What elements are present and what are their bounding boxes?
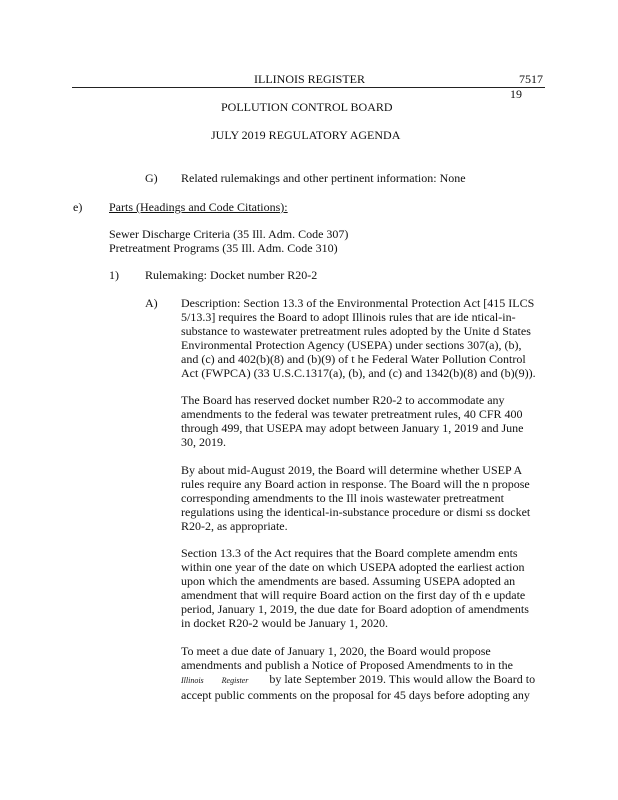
description-paragraph bbox=[181, 296, 546, 380]
text-line: rules require any Board action in response. The Board will the n propose bbox=[181, 477, 530, 491]
description-marker: A) bbox=[145, 296, 158, 310]
determination-paragraph bbox=[181, 463, 546, 533]
text-line: regulations using the identical-in-substance procedure or dismi ss docket bbox=[181, 505, 531, 519]
text-line: corresponding amendments to the Ill inois wastewater pretreatment bbox=[181, 491, 504, 505]
text-line: Environmental Protection Agency (USEPA) under sections 307(a), (b), bbox=[181, 338, 522, 352]
section-e-heading: Parts (Headings and Code Citations): bbox=[109, 200, 288, 214]
text-line: upon which the amendments are based. Assuming USEPA adopted an bbox=[181, 574, 516, 588]
text-line: The Board has reserved docket number R20-2 to accommodate any bbox=[181, 393, 505, 407]
rulemaking-marker: 1) bbox=[109, 268, 119, 282]
journal-name-word: Illinois bbox=[181, 676, 204, 685]
text-line: amendments to the federal was tewater pretreatment rules, 40 CFR 400 bbox=[181, 407, 523, 421]
text-line: through 499, that USEPA may adopt between January 1, 2019 and June bbox=[181, 421, 524, 435]
text-line: period, January 1, 2019, the due date for Board adoption of amendments bbox=[181, 602, 529, 616]
agenda-title: JULY 2019 REGULATORY AGENDA bbox=[211, 128, 401, 142]
text-line: Section 13.3 of the Act requires that the Board complete amendm ents bbox=[181, 546, 518, 560]
part-citation: Sewer Discharge Criteria (35 Ill. Adm. Code 307) bbox=[109, 227, 349, 241]
text-line: 5/13.3] requires the Board to adopt Illinois rules that are ide ntical-in- bbox=[181, 310, 516, 324]
text-line: and (c) and 402(b)(8) and (b)(9) of t he Federal Water Pollution Control bbox=[181, 352, 526, 366]
issue-number: 19 bbox=[510, 87, 522, 101]
text-line: amendments and publish a Notice of Proposed Amendments to in the bbox=[181, 658, 513, 672]
rulemaking-text: Rulemaking: Docket number R20-2 bbox=[145, 268, 318, 282]
schedule-paragraph bbox=[181, 644, 546, 702]
journal-name-word: Register bbox=[221, 676, 249, 685]
text-line: Act (FWPCA) (33 U.S.C.1317(a), (b), and (c) and 1342(b)(8) and (b)(9)). bbox=[181, 366, 536, 380]
text-line: substance to wastewater pretreatment rules adopted by the Unite d States bbox=[181, 324, 531, 338]
due-date-paragraph bbox=[181, 546, 546, 630]
text-line: To meet a due date of January 1, 2020, the Board would propose bbox=[181, 644, 491, 658]
docket-paragraph bbox=[181, 393, 546, 449]
text-line: in docket R20-2 would be January 1, 2020. bbox=[181, 616, 388, 630]
text-line: within one year of the date on which USEPA adopted the earliest action bbox=[181, 560, 525, 574]
section-e-marker: e) bbox=[73, 200, 83, 214]
page-number: 7517 bbox=[519, 72, 543, 86]
item-g-marker: G) bbox=[145, 171, 158, 185]
text-line: Description: Section 13.3 of the Environmental Protection Act [415 ILCS bbox=[181, 296, 535, 310]
text-fragment: by late September 2019. This would allow the Board to bbox=[269, 672, 536, 686]
text-line: By about mid-August 2019, the Board will determine whether USEP A bbox=[181, 463, 523, 477]
text-line: R20-2, as appropriate. bbox=[181, 519, 288, 533]
text-line: 30, 2019. bbox=[181, 435, 226, 449]
header-rule bbox=[72, 87, 545, 88]
item-g-text: Related rulemakings and other pertinent information: None bbox=[181, 171, 466, 185]
text-line: accept public comments on the proposal for 45 days before adopting any bbox=[181, 688, 530, 702]
part-citation: Pretreatment Programs (35 Ill. Adm. Code 310) bbox=[109, 241, 338, 255]
register-title: ILLINOIS REGISTER bbox=[254, 72, 365, 86]
agency-title: POLLUTION CONTROL BOARD bbox=[221, 100, 393, 114]
text-line: amendment that will require Board action on the first day of th e update bbox=[181, 588, 526, 602]
text-line bbox=[181, 672, 546, 688]
